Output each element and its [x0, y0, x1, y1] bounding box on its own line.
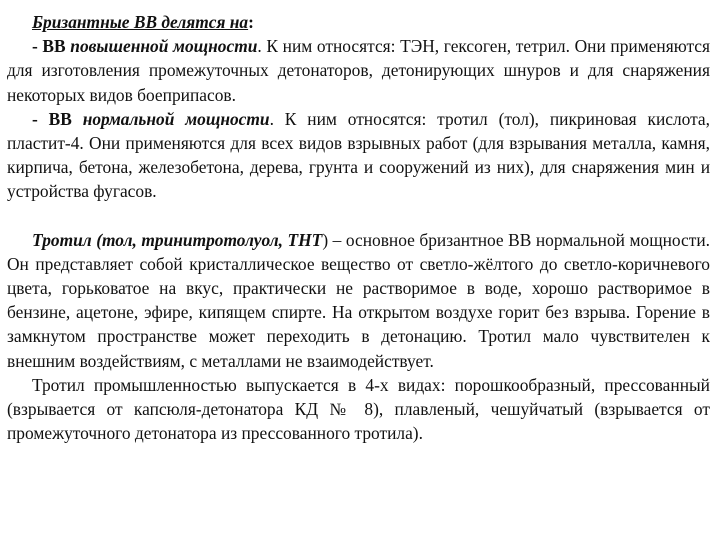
paragraph-text: . К ним относятся: ТЭН, гексоген, тетрил. Они применяются для изготовления промежуточных детонаторов, детонирующих шнуров и для снаряжения некоторых видов боеприпасов. — [7, 36, 711, 105]
paragraph-normal-power — [7, 107, 710, 204]
paragraph-text: . К ним относятся: тротил (тол), пикриновая кислота, пластит-4. Они применяются для всех видов взрывных работ (для взрывания металла, камня, кирпича, бетона, железобетона, дерева, грунта и сооружений из них), для снаряжения мин и устройства фугасов. — [7, 108, 710, 202]
paragraph-high-power — [7, 34, 710, 107]
term-tnt: Тротил (тол, тринитротолуол, ТНТ — [32, 229, 323, 250]
paragraph-tnt — [7, 228, 710, 373]
dash-label: - ВВ — [32, 36, 71, 57]
paragraph-tnt-types — [7, 373, 710, 446]
term-tnt-paren: ) — [322, 229, 329, 250]
term-normal-power: нормальной мощности — [82, 108, 270, 129]
paragraph-text: Тротил промышленностью выпускается в 4-х видах: порошкообразный, прессованный (взрывается от капсюля-детонатора КД № 8), плавленый, чешуйчатый (взрывается от промежуточного детонатора из прессованного тротила). — [7, 374, 710, 444]
paragraph-text: – основное бризантное ВВ нормальной мощности. Он представляет собой кристаллическое вещество от светло-жёлтого до светло-коричневого цвета, горьковатое на вкус, практически не растворимое в воде, хорошо растворимое в бензине, ацетоне, эфире, кипящем спирте. На открытом воздухе горит без взрыва. Горение в замкнутом пространстве может переходить в детонацию. Тротил мало чувствителен к внешним воздействиям, с металлами не взаимодействует. — [7, 229, 710, 371]
paragraph-gap — [7, 204, 710, 228]
term-high-power: повышенной мощности — [70, 36, 258, 57]
heading-colon: : — [248, 12, 254, 32]
dash-label: - ВВ — [32, 108, 83, 129]
heading-text: Бризантные ВВ делятся на — [32, 12, 249, 32]
section-heading — [7, 10, 710, 34]
